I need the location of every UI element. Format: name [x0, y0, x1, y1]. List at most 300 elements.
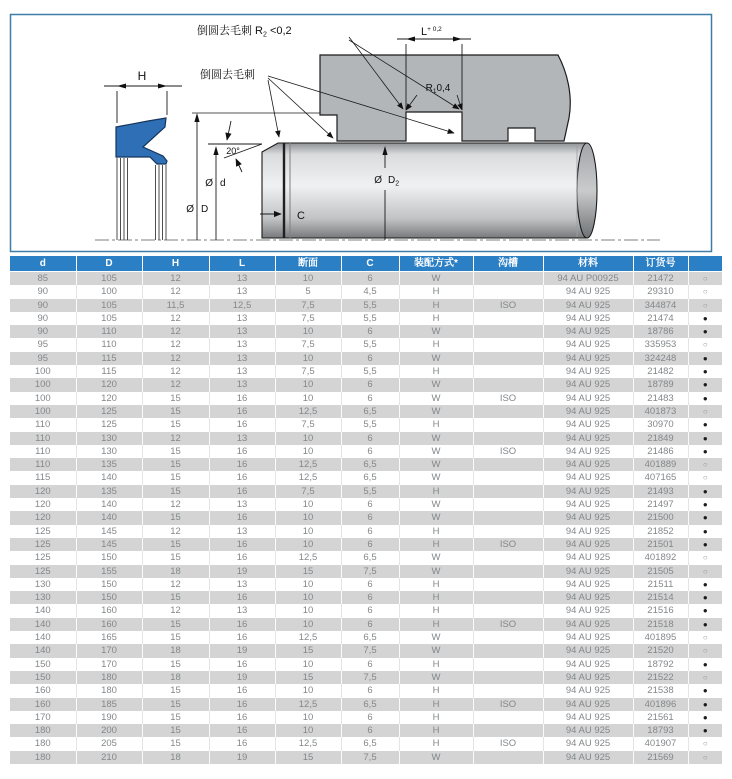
- cell: 115: [76, 365, 142, 378]
- cell: 10: [275, 724, 341, 737]
- cell: 6: [341, 498, 399, 511]
- groove-dia-label: $D_2$: [388, 175, 400, 188]
- stock-indicator: ●: [702, 513, 708, 523]
- col-header-groove: 沟槽: [473, 256, 543, 272]
- cell: 94 AU 925: [543, 338, 633, 351]
- cell: 185: [76, 698, 142, 711]
- cell: 15: [142, 485, 209, 498]
- table-row: [10, 565, 722, 578]
- cell: H: [399, 365, 473, 378]
- col-header-assembly: 装配方式*: [399, 256, 473, 272]
- cell: 401873: [633, 405, 688, 418]
- cell: 6: [341, 538, 399, 551]
- cell: 13: [209, 498, 275, 511]
- cell: 5,5: [341, 338, 399, 351]
- table-row: [10, 658, 722, 671]
- cell: W: [399, 378, 473, 391]
- cell: 5,5: [341, 365, 399, 378]
- table-row: [10, 511, 722, 524]
- cell: 10: [275, 538, 341, 551]
- cell: 130: [76, 445, 142, 458]
- cell: 15: [142, 618, 209, 631]
- cell: H: [399, 698, 473, 711]
- cell: 180: [76, 671, 142, 684]
- stock-indicator: ●: [702, 579, 708, 589]
- stock-indicator: ○: [702, 739, 708, 749]
- cell: 4,5: [341, 285, 399, 298]
- cell: 10: [275, 591, 341, 604]
- cell: 6: [341, 578, 399, 591]
- cell: 21520: [633, 644, 688, 657]
- bore-dia-label: D: [201, 204, 209, 215]
- cell: 110: [10, 445, 76, 458]
- cell: 21511: [633, 578, 688, 591]
- l-dim-label: $L^{+ 0,2}$: [421, 26, 442, 38]
- cell: 18: [142, 671, 209, 684]
- cell: 94 AU 925: [543, 299, 633, 312]
- cell: W: [399, 405, 473, 418]
- cell: [473, 285, 543, 298]
- table-row: [10, 538, 722, 551]
- cell: ISO: [473, 737, 543, 750]
- stock-indicator: ●: [702, 313, 708, 323]
- stock-indicator: ○: [702, 646, 708, 656]
- cell: H: [399, 618, 473, 631]
- cell: 10: [275, 392, 341, 405]
- cell: 10: [275, 684, 341, 697]
- cell: 100: [10, 392, 76, 405]
- cell: 12: [142, 285, 209, 298]
- cell: 21486: [633, 445, 688, 458]
- table-row: [10, 458, 722, 471]
- cell: 30970: [633, 418, 688, 431]
- cell: 21497: [633, 498, 688, 511]
- table-row: [10, 737, 722, 750]
- cell: 115: [10, 471, 76, 484]
- cell: 85: [10, 272, 76, 286]
- table-row: [10, 338, 722, 351]
- cell: H: [399, 604, 473, 617]
- cell: 110: [10, 458, 76, 471]
- cell: 335953: [633, 338, 688, 351]
- cell: [473, 458, 543, 471]
- cell: 18789: [633, 378, 688, 391]
- cell: 15: [142, 658, 209, 671]
- cell: 180: [10, 737, 76, 750]
- table-row: [10, 644, 722, 657]
- cell: 120: [76, 378, 142, 391]
- cell: 94 AU 925: [543, 312, 633, 325]
- table-row: [10, 285, 722, 298]
- stock-indicator: ●: [702, 606, 708, 616]
- stock-indicator: ○: [702, 553, 708, 563]
- cell: 16: [209, 711, 275, 724]
- cell: 94 AU 925: [543, 538, 633, 551]
- cell: H: [399, 338, 473, 351]
- cell: 200: [76, 724, 142, 737]
- table-row: [10, 591, 722, 604]
- cell: ISO: [473, 299, 543, 312]
- cell: 12,5: [275, 698, 341, 711]
- stock-indicator: ●: [702, 659, 708, 669]
- cell: [473, 511, 543, 524]
- cell: 10: [275, 618, 341, 631]
- cell: [473, 711, 543, 724]
- stock-indicator: ●: [702, 539, 708, 549]
- cell: 6: [341, 591, 399, 604]
- cell: H: [399, 578, 473, 591]
- cell: 140: [76, 498, 142, 511]
- cell: 401895: [633, 631, 688, 644]
- cell: 13: [209, 365, 275, 378]
- cell: 16: [209, 538, 275, 551]
- cell: 21849: [633, 432, 688, 445]
- cell: 120: [10, 511, 76, 524]
- cell: 15: [142, 551, 209, 564]
- cell: 94 AU 925: [543, 618, 633, 631]
- cell: 6,5: [341, 631, 399, 644]
- cell: W: [399, 392, 473, 405]
- stock-indicator: ●: [702, 619, 708, 629]
- cell: 15: [142, 418, 209, 431]
- cell: 94 AU 925: [543, 737, 633, 750]
- cell: 15: [142, 511, 209, 524]
- cell: [473, 272, 543, 286]
- cell: 94 AU 925: [543, 418, 633, 431]
- stock-indicator: ○: [702, 460, 708, 470]
- cell: 170: [76, 644, 142, 657]
- cell: 401892: [633, 551, 688, 564]
- col-header-order-no: 订货号: [633, 256, 688, 272]
- cell: 90: [10, 325, 76, 338]
- cell: 19: [209, 565, 275, 578]
- cell: 16: [209, 445, 275, 458]
- cell: 19: [209, 644, 275, 657]
- col-header-H: H: [142, 256, 209, 272]
- cell: 160: [10, 684, 76, 697]
- cell: [473, 418, 543, 431]
- cell: 16: [209, 591, 275, 604]
- cell: 18: [142, 644, 209, 657]
- cell: 6: [341, 325, 399, 338]
- cell: 21518: [633, 618, 688, 631]
- cell: 180: [10, 724, 76, 737]
- cell: 21505: [633, 565, 688, 578]
- cell: 110: [10, 432, 76, 445]
- cell: 6: [341, 525, 399, 538]
- cell: 16: [209, 724, 275, 737]
- cell: 5: [275, 285, 341, 298]
- cell: 6: [341, 658, 399, 671]
- cell: ISO: [473, 445, 543, 458]
- cell: 16: [209, 392, 275, 405]
- cell: 145: [76, 538, 142, 551]
- spec-table-body: [10, 272, 722, 764]
- cell: 94 AU 925: [543, 631, 633, 644]
- cell: 13: [209, 378, 275, 391]
- cell: 94 AU 925: [543, 565, 633, 578]
- cell: 150: [10, 671, 76, 684]
- table-row: [10, 671, 722, 684]
- cell: ISO: [473, 392, 543, 405]
- cell: 95: [10, 352, 76, 365]
- cell: 15: [142, 458, 209, 471]
- cell: 94 AU 925: [543, 285, 633, 298]
- cell: H: [399, 418, 473, 431]
- cell: 6,5: [341, 471, 399, 484]
- cell: 16: [209, 684, 275, 697]
- cell: 13: [209, 604, 275, 617]
- cell: 15: [142, 405, 209, 418]
- stock-indicator: ●: [702, 367, 708, 377]
- cell: 5,5: [341, 485, 399, 498]
- cell: 10: [275, 378, 341, 391]
- cell: 21493: [633, 485, 688, 498]
- cell: 7,5: [341, 671, 399, 684]
- stock-indicator: ○: [702, 633, 708, 643]
- cell: 125: [10, 551, 76, 564]
- cell: 407165: [633, 471, 688, 484]
- cell: 7,5: [275, 485, 341, 498]
- cell: 94 AU 925: [543, 405, 633, 418]
- cell: 100: [10, 378, 76, 391]
- cell: [473, 352, 543, 365]
- table-row: [10, 418, 722, 431]
- groove-dia-symbol: Ø: [374, 175, 382, 186]
- shaft-dia-symbol: Ø: [205, 178, 213, 189]
- cell: 10: [275, 511, 341, 524]
- cell: 15: [142, 737, 209, 750]
- cell: 180: [76, 684, 142, 697]
- cell: 10: [275, 604, 341, 617]
- stock-indicator: ●: [702, 593, 708, 603]
- cell: 12: [142, 272, 209, 286]
- table-row: [10, 312, 722, 325]
- cell: H: [399, 538, 473, 551]
- cell: 13: [209, 285, 275, 298]
- cell: 15: [142, 471, 209, 484]
- c-dim-label: C: [297, 210, 305, 222]
- cell: W: [399, 671, 473, 684]
- cell: 6,5: [341, 405, 399, 418]
- cell: 21516: [633, 604, 688, 617]
- stock-indicator: ●: [702, 433, 708, 443]
- cell: 125: [76, 405, 142, 418]
- cell: 16: [209, 618, 275, 631]
- cell: W: [399, 551, 473, 564]
- cell: 160: [76, 604, 142, 617]
- cell: 401896: [633, 698, 688, 711]
- cell: [473, 591, 543, 604]
- cell: 12,5: [275, 737, 341, 750]
- cell: W: [399, 272, 473, 286]
- cell: 10: [275, 498, 341, 511]
- technical-drawing: [0, 0, 732, 260]
- cell: 140: [10, 644, 76, 657]
- cell: W: [399, 565, 473, 578]
- stock-indicator: ●: [702, 699, 708, 709]
- cell: [473, 471, 543, 484]
- cell: 115: [76, 352, 142, 365]
- cell: [473, 644, 543, 657]
- cell: 21538: [633, 684, 688, 697]
- cell: W: [399, 631, 473, 644]
- cell: 120: [76, 392, 142, 405]
- cell: 94 AU P00925: [543, 272, 633, 286]
- cell: 125: [76, 418, 142, 431]
- cell: H: [399, 299, 473, 312]
- stock-indicator: ○: [702, 752, 708, 762]
- cell: W: [399, 471, 473, 484]
- cell: 13: [209, 272, 275, 286]
- stock-indicator: ○: [702, 473, 708, 483]
- cell: 6: [341, 618, 399, 631]
- cell: W: [399, 498, 473, 511]
- cell: [473, 578, 543, 591]
- cell: 7,5: [275, 338, 341, 351]
- cell: H: [399, 711, 473, 724]
- stock-indicator: ●: [702, 500, 708, 510]
- cell: 5,5: [341, 299, 399, 312]
- cell: 16: [209, 471, 275, 484]
- cell: ISO: [473, 698, 543, 711]
- cell: H: [399, 658, 473, 671]
- cell: 105: [76, 272, 142, 286]
- cell: W: [399, 458, 473, 471]
- cell: 90: [10, 285, 76, 298]
- cell: 13: [209, 352, 275, 365]
- cell: 140: [10, 618, 76, 631]
- cell: H: [399, 312, 473, 325]
- cell: W: [399, 445, 473, 458]
- table-row: [10, 272, 722, 286]
- cell: 150: [76, 591, 142, 604]
- table-row: [10, 578, 722, 591]
- cell: 140: [76, 471, 142, 484]
- cell: 13: [209, 578, 275, 591]
- stock-indicator: ○: [702, 340, 708, 350]
- cell: 110: [76, 325, 142, 338]
- cell: 150: [76, 551, 142, 564]
- cell: [473, 604, 543, 617]
- cell: 21569: [633, 751, 688, 764]
- cell: 12,5: [275, 551, 341, 564]
- cell: 130: [76, 432, 142, 445]
- cell: 13: [209, 325, 275, 338]
- cell: 15: [142, 698, 209, 711]
- table-row: [10, 684, 722, 697]
- table-row: [10, 378, 722, 391]
- shaft-body: [262, 143, 587, 238]
- table-row: [10, 445, 722, 458]
- cell: 12,5: [275, 631, 341, 644]
- cell: 12: [142, 338, 209, 351]
- cell: 94 AU 925: [543, 671, 633, 684]
- r1-label: $R_10,4$: [425, 83, 451, 95]
- cell: 94 AU 925: [543, 644, 633, 657]
- cell: 7,5: [341, 751, 399, 764]
- cell: 140: [76, 511, 142, 524]
- stock-indicator: ●: [702, 712, 708, 722]
- cell: 344874: [633, 299, 688, 312]
- cell: 6: [341, 724, 399, 737]
- cell: W: [399, 751, 473, 764]
- cell: W: [399, 432, 473, 445]
- cell: 10: [275, 325, 341, 338]
- cell: 401889: [633, 458, 688, 471]
- cell: 15: [142, 445, 209, 458]
- cell: 6: [341, 378, 399, 391]
- col-header-C: C: [341, 256, 399, 272]
- cell: 105: [76, 312, 142, 325]
- cell: 15: [275, 565, 341, 578]
- cell: 95: [10, 338, 76, 351]
- cell: 21474: [633, 312, 688, 325]
- col-header-stock: [688, 256, 722, 272]
- cell: 16: [209, 658, 275, 671]
- cell: 94 AU 925: [543, 578, 633, 591]
- cell: 120: [10, 498, 76, 511]
- stock-indicator: ●: [702, 486, 708, 496]
- cell: 18792: [633, 658, 688, 671]
- cell: 160: [10, 698, 76, 711]
- cell: 94 AU 925: [543, 711, 633, 724]
- cell: 21561: [633, 711, 688, 724]
- cell: ISO: [473, 618, 543, 631]
- cell: 18793: [633, 724, 688, 737]
- cell: 140: [10, 604, 76, 617]
- cell: W: [399, 352, 473, 365]
- cell: 15: [142, 724, 209, 737]
- table-row: [10, 551, 722, 564]
- cell: 12: [142, 378, 209, 391]
- cell: [473, 684, 543, 697]
- cell: 130: [10, 578, 76, 591]
- col-header-D: D: [76, 256, 142, 272]
- cell: 12: [142, 352, 209, 365]
- cell: 19: [209, 671, 275, 684]
- cell: 94 AU 925: [543, 525, 633, 538]
- dimension-table: [10, 256, 722, 764]
- table-row: [10, 325, 722, 338]
- cell: 90: [10, 312, 76, 325]
- cell: W: [399, 325, 473, 338]
- cell: 94 AU 925: [543, 751, 633, 764]
- stock-indicator: ●: [702, 446, 708, 456]
- table-row: [10, 432, 722, 445]
- cell: 21501: [633, 538, 688, 551]
- cell: 6: [341, 684, 399, 697]
- cell: 6: [341, 392, 399, 405]
- table-row: [10, 485, 722, 498]
- cell: [473, 551, 543, 564]
- table-header-row: [10, 256, 722, 272]
- col-header-section: 断面: [275, 256, 341, 272]
- table-row: [10, 604, 722, 617]
- cell: H: [399, 525, 473, 538]
- cell: 21472: [633, 272, 688, 286]
- cell: 94 AU 925: [543, 511, 633, 524]
- table-row: [10, 751, 722, 764]
- cell: 16: [209, 631, 275, 644]
- cell: 12: [142, 432, 209, 445]
- table-row: [10, 525, 722, 538]
- cell: 19: [209, 751, 275, 764]
- cell: 6,5: [341, 551, 399, 564]
- cell: 165: [76, 631, 142, 644]
- cell: [473, 671, 543, 684]
- table-row: [10, 352, 722, 365]
